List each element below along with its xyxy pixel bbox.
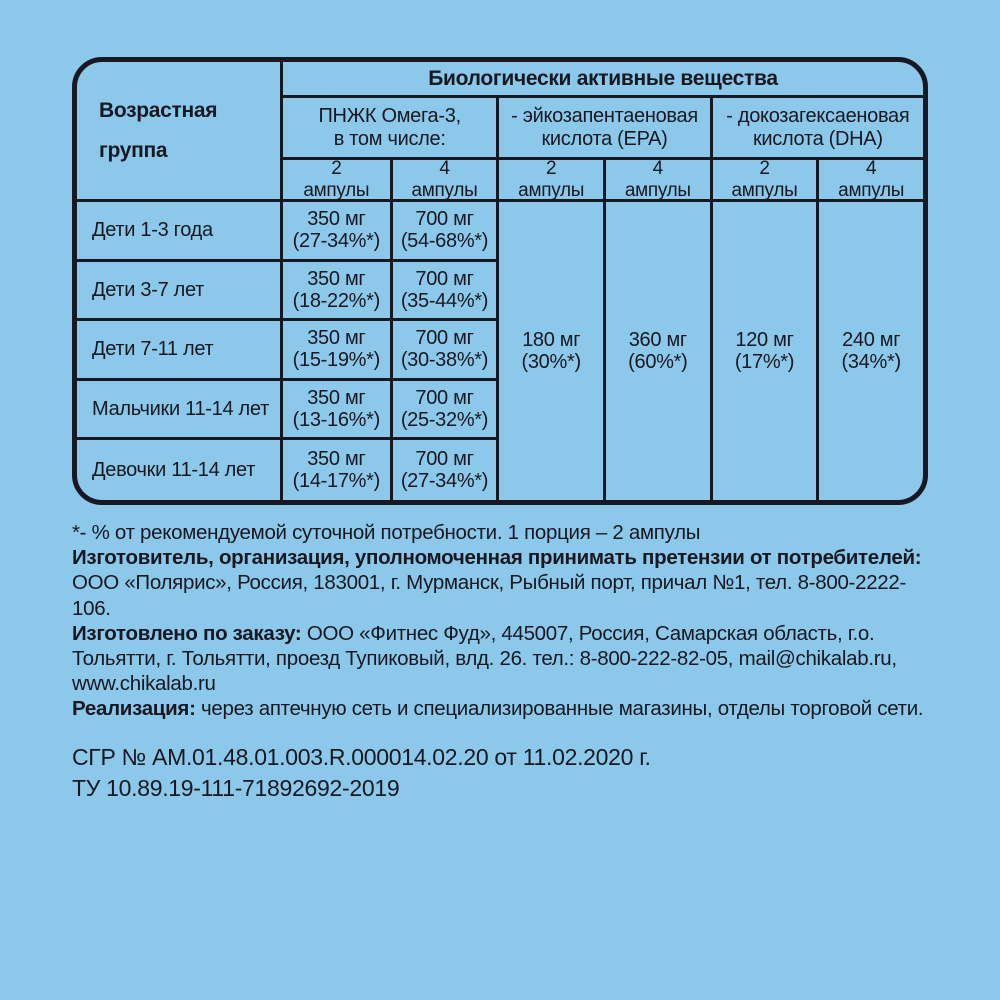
ampoule-count-header: 4 ампулы xyxy=(816,160,923,202)
age-group-cell: Девочки 11-14 лет xyxy=(77,440,283,500)
footnotes-block xyxy=(72,520,934,804)
pnzh-4amp-value: 700 мг (35-44%*) xyxy=(390,262,497,322)
pnzh-4amp-value: 700 мг (27-34%*) xyxy=(390,440,497,500)
pnzh-2amp-value: 350 мг (14-17%*) xyxy=(292,447,380,493)
made-for-text: ООО «Фитнес Фуд», 445007, Россия, Самарская область, г.о. Тольятти, г. Тольятти, проезд Тупиковый, влд. 26. тел.: 8-800-222-82-05, mail@chikalab.ru, www.chikalab.ru xyxy=(72,621,897,696)
pnzh-omega3-header xyxy=(283,98,496,160)
pnzh-header-line1: ПНЖК Омега-3, xyxy=(318,105,461,128)
epa-4amp-merged-value: 360 мг (60%*) xyxy=(603,202,710,500)
ampoule-count-header: 2 ампулы xyxy=(283,160,390,202)
epa-2amp-merged-value: 180 мг (30%*) xyxy=(496,202,603,500)
registration-block xyxy=(72,742,934,804)
ampoule-count-header: 4 ампулы xyxy=(603,160,710,202)
pnzh-2amp-value: 350 мг (15-19%*) xyxy=(283,321,390,381)
dha-4amp-merged-value: 240 мг (34%*) xyxy=(816,202,923,500)
epa-header xyxy=(496,98,709,160)
ampoule-count-header: 2 ампулы xyxy=(710,160,817,202)
ampoule-count-header: 4 ампулы xyxy=(390,160,497,202)
dha-2amp-merged-value: 120 мг (17%*) xyxy=(710,202,817,500)
manufacturer-label: Изготовитель, организация, уполномоченная принимать претензии от потребителей: xyxy=(72,546,922,570)
pnzh-4amp-value: 700 мг (54-68%*) xyxy=(390,202,497,262)
pnzh-2amp-value: 350 мг (13-16%*) xyxy=(283,381,390,441)
age-group-column-header xyxy=(77,62,283,202)
tu-number: ТУ 10.89.19-111-71892692-2019 xyxy=(72,774,400,801)
sales-label: Реализация: xyxy=(72,697,196,721)
dha-header-line2: кислота (DHA) xyxy=(752,127,883,150)
nutrition-table xyxy=(72,57,928,505)
age-group-header-line2: группа xyxy=(99,138,168,162)
made-for-paragraph xyxy=(72,621,934,697)
manufacturer-paragraph xyxy=(72,545,934,621)
age-group-cell: Дети 1-3 года xyxy=(77,202,283,262)
sales-text: через аптечную сеть и специализированные магазины, отделы торговой сети. xyxy=(195,697,924,721)
pnzh-2amp-value: 350 мг (18-22%*) xyxy=(283,262,390,322)
daily-value-note: *- % от рекомендуемой суточной потребности. 1 порция – 2 ампулы xyxy=(72,521,701,544)
sgr-number: СГР № АМ.01.48.01.003.R.000014.02.20 от 11.02.2020 г. xyxy=(72,743,651,770)
pnzh-2amp-value: 350 мг (27-34%*) xyxy=(283,202,390,262)
dha-header xyxy=(710,98,923,160)
ampoule-count-header: 2 ампулы xyxy=(496,160,603,202)
age-group-cell: Мальчики 11-14 лет xyxy=(77,381,283,441)
manufacturer-text: ООО «Полярис», Россия, 183001, г. Мурманск, Рыбный порт, причал №1, тел. 8-800-2222-106. xyxy=(72,571,907,620)
pnzh-4amp-value: 700 мг (30-38%*) xyxy=(390,321,497,381)
pnzh-header-line2: в том числе: xyxy=(333,127,446,150)
pnzh-4amp-value: 700 мг (25-32%*) xyxy=(390,381,497,441)
epa-header-line1: - эйкозапентаеновая xyxy=(511,105,698,128)
epa-header-line2: кислота (EPA) xyxy=(541,127,668,150)
sales-paragraph xyxy=(72,696,934,721)
age-group-cell: Дети 3-7 лет xyxy=(77,262,283,322)
bioactive-substances-header: Биологически активные вещества xyxy=(283,62,923,98)
age-group-cell: Дети 7-11 лет xyxy=(77,321,283,381)
age-group-header-line1: Возрастная xyxy=(99,98,218,122)
dha-header-line1: - докозагексаеновая xyxy=(726,105,910,128)
made-for-label: Изготовлено по заказу: xyxy=(72,621,302,645)
